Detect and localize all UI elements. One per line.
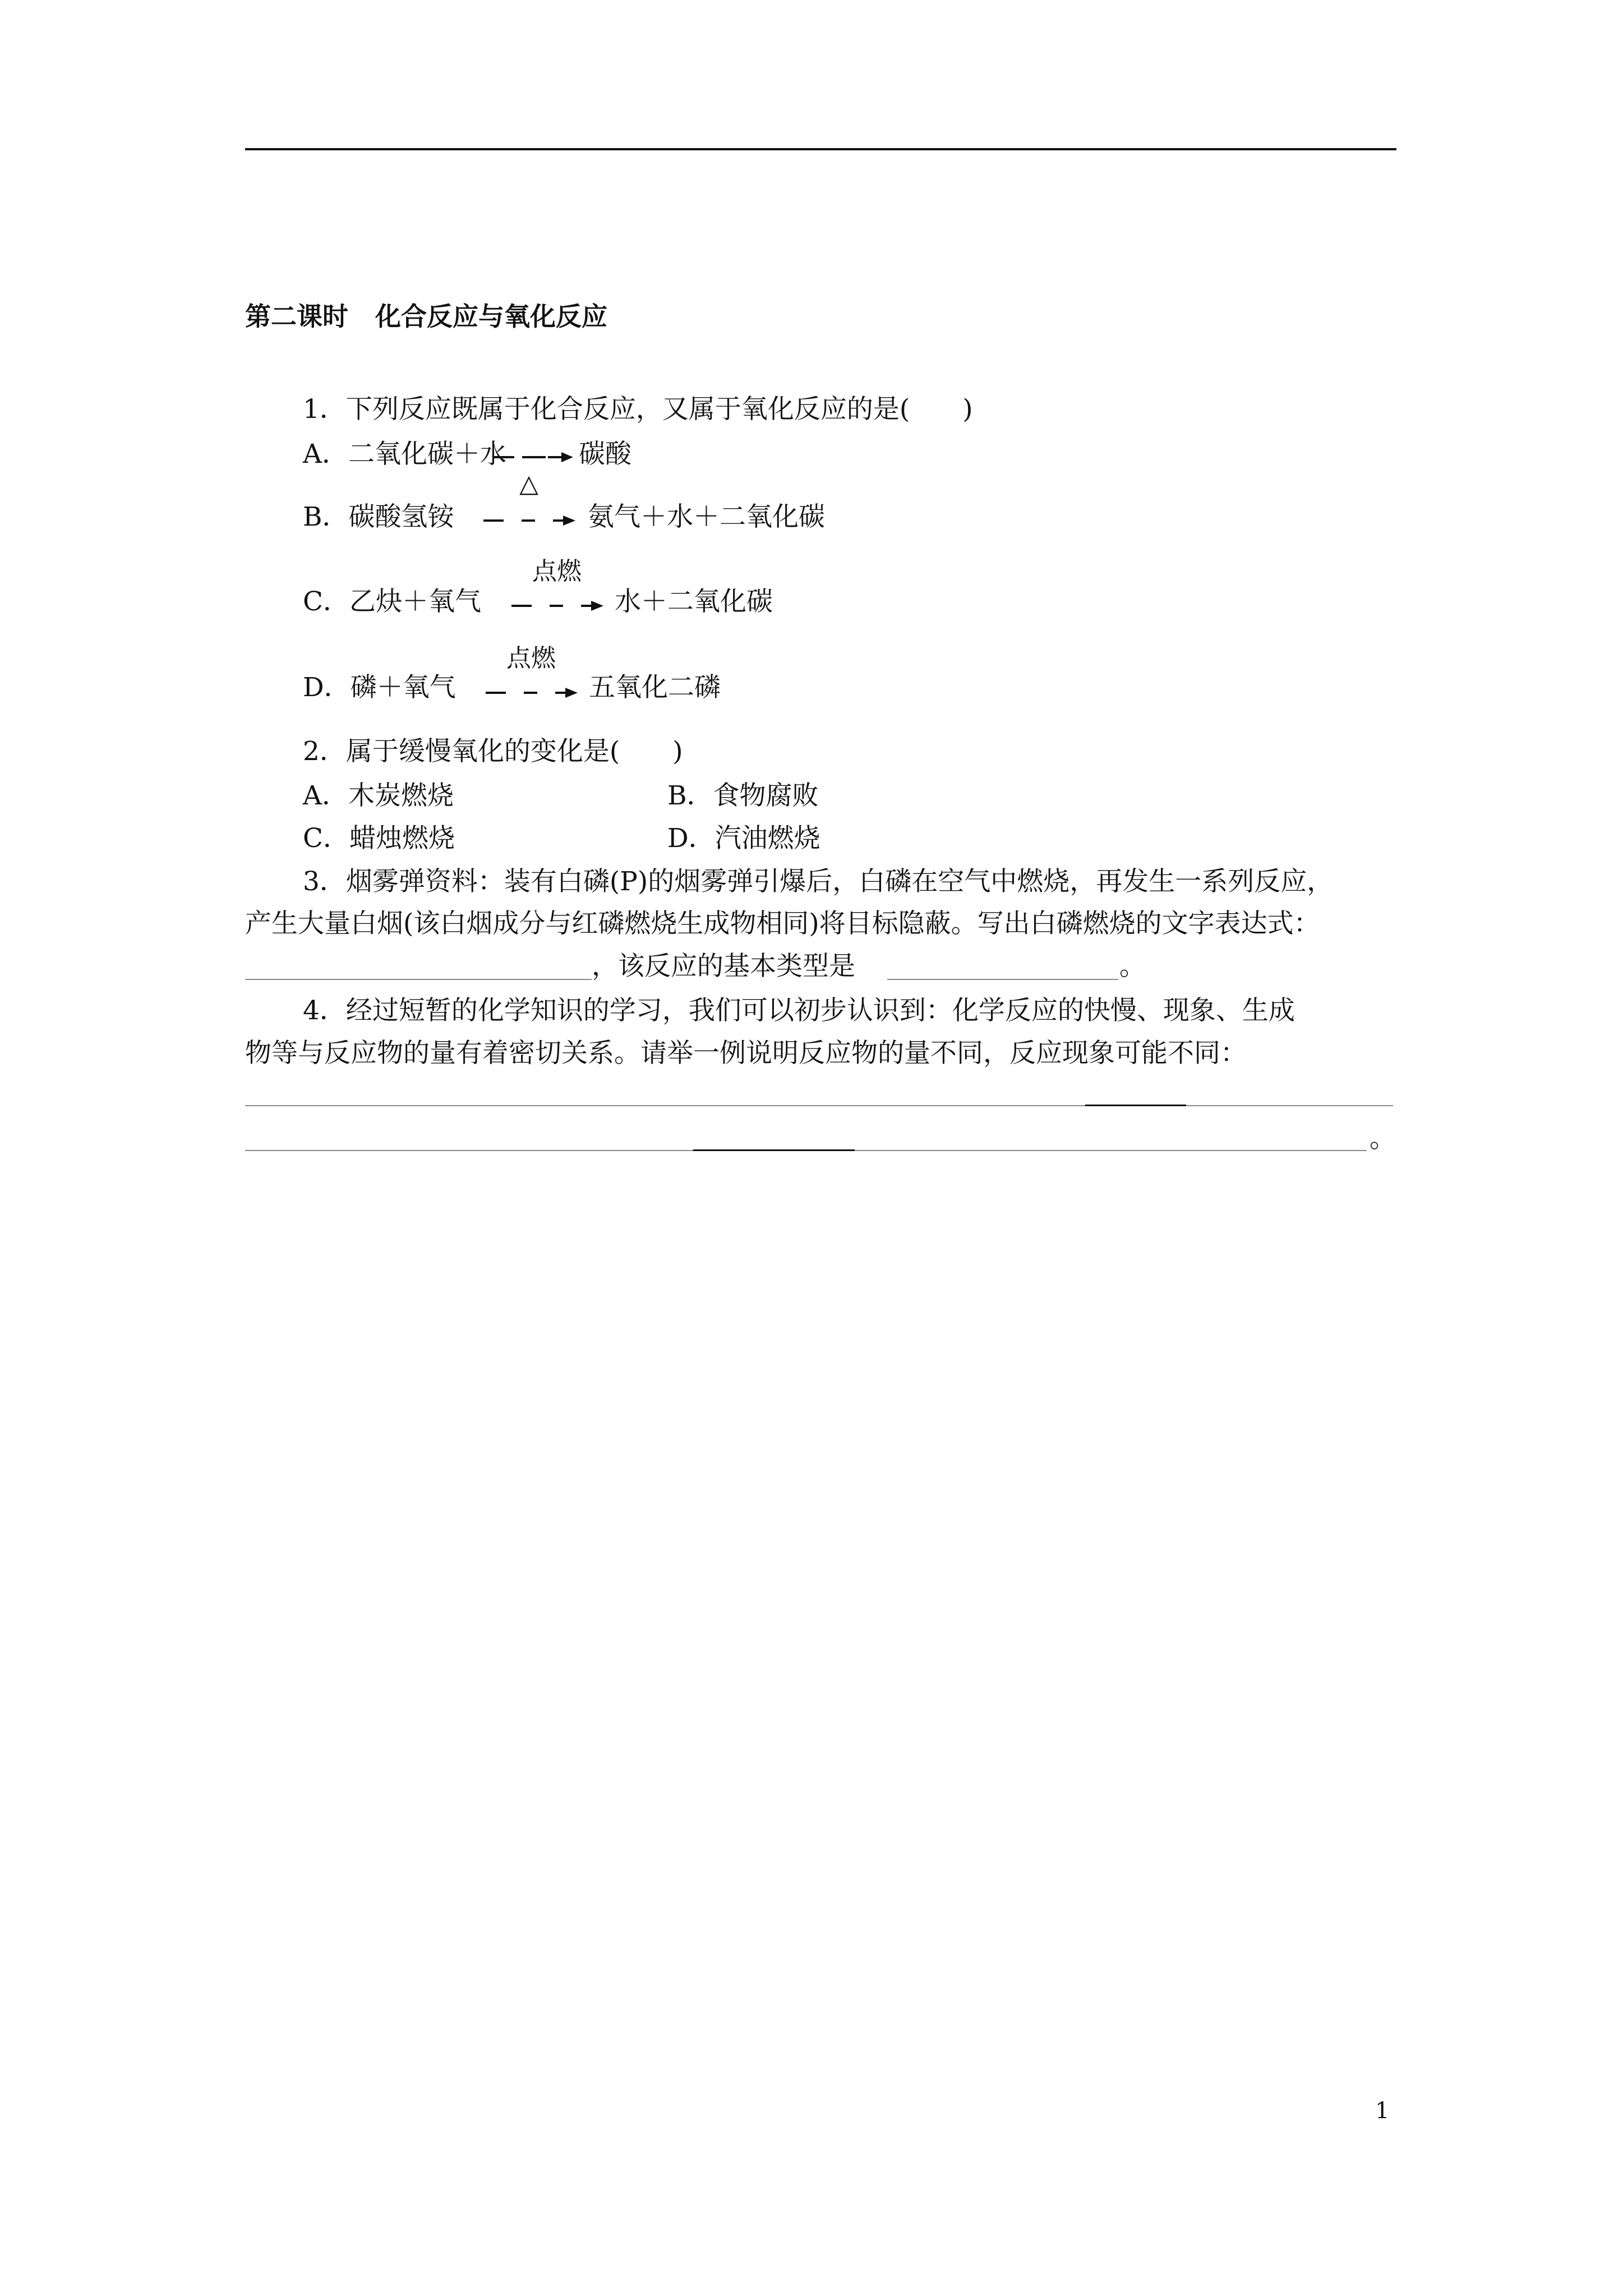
option-text: 蜡烛燃烧 bbox=[349, 823, 455, 854]
question-2-text: 属于缓慢氧化的变化是( ) bbox=[345, 736, 683, 767]
question-2-option-b bbox=[667, 779, 819, 813]
question-1-option-a bbox=[303, 438, 506, 471]
option-c-label: C． bbox=[303, 586, 349, 617]
question-2-option-c bbox=[303, 822, 455, 855]
question-1-number: 1． bbox=[303, 394, 346, 425]
question-1-option-d bbox=[303, 671, 456, 705]
answer-blank-reaction-type[interactable] bbox=[887, 979, 1118, 980]
option-a-label: A． bbox=[303, 439, 348, 470]
question-4-period: 。 bbox=[1370, 1123, 1396, 1154]
question-3-line-2: 产生大量白烟(该白烟成分与红磷燃烧生成物相同)将目标隐蔽。写出白磷燃烧的文字表达式： bbox=[245, 908, 1320, 939]
option-d-products: 五氧化二磷 bbox=[589, 672, 721, 703]
reaction-arrow-a bbox=[492, 449, 576, 466]
question-3-period: 。 bbox=[1119, 951, 1146, 982]
option-b-label: B． bbox=[303, 501, 349, 532]
question-4-line-2: 物等与反应物的量有着密切关系。请举一例说明反应物的量不同，反应现象可能不同： bbox=[245, 1038, 1247, 1069]
option-a-reactants: 二氧化碳＋水 bbox=[348, 439, 506, 470]
reaction-condition-ignite: 点燃 bbox=[532, 557, 582, 586]
option-b-products: 氨气＋水＋二氧化碳 bbox=[588, 501, 825, 532]
question-3-line-3-mid: ，该反应的基本类型是 bbox=[592, 951, 855, 982]
question-1-stem bbox=[303, 393, 973, 426]
answer-blank-example-line-1[interactable] bbox=[245, 1105, 1393, 1106]
lesson-title-part1: 第二课时 bbox=[245, 301, 348, 332]
reaction-arrow-b bbox=[481, 470, 577, 532]
question-1-option-b bbox=[303, 500, 454, 534]
question-4-text: 经过短暂的化学知识的学习，我们可以初步认识到：化学反应的快慢、现象、生成 bbox=[345, 995, 1295, 1026]
page-number: 1 bbox=[1375, 2098, 1390, 2124]
option-text: 汽油燃烧 bbox=[714, 823, 820, 854]
question-1-text: 下列反应既属于化合反应，又属于氧化反应的是( ) bbox=[345, 394, 973, 425]
option-a-products: 碳酸 bbox=[579, 439, 631, 470]
header-divider bbox=[245, 148, 1396, 150]
option-label: D． bbox=[667, 823, 715, 854]
option-c-products: 水＋二氧化碳 bbox=[615, 586, 773, 617]
reaction-condition-heat: △ bbox=[519, 470, 538, 498]
answer-line-segment bbox=[693, 1149, 855, 1151]
lesson-title bbox=[245, 300, 607, 333]
reaction-condition-ignite: 点燃 bbox=[506, 644, 556, 673]
option-d-label: D． bbox=[303, 672, 351, 703]
question-3-line-1 bbox=[303, 865, 1333, 899]
question-2-number: 2． bbox=[303, 736, 346, 767]
question-2-stem bbox=[303, 735, 683, 769]
question-2-option-a bbox=[303, 779, 454, 813]
option-d-reactants: 磷＋氧气 bbox=[350, 672, 456, 703]
reaction-arrow-c bbox=[509, 555, 605, 617]
option-label: C． bbox=[303, 823, 349, 854]
option-text: 木炭燃烧 bbox=[348, 780, 454, 811]
question-4-line-1 bbox=[303, 994, 1295, 1028]
question-2-option-d bbox=[667, 822, 820, 855]
lesson-title-part2: 化合反应与氧化反应 bbox=[375, 301, 607, 332]
question-3-number: 3． bbox=[303, 866, 346, 897]
option-c-reactants: 乙炔＋氧气 bbox=[349, 586, 481, 617]
option-label: A． bbox=[303, 780, 348, 811]
option-label: B． bbox=[667, 780, 713, 811]
option-text: 食物腐败 bbox=[713, 780, 819, 811]
question-3-text: 烟雾弹资料：装有白磷(P)的烟雾弹引爆后，白磷在空气中燃烧，再发生一系列反应， bbox=[345, 866, 1334, 897]
option-b-reactants: 碳酸氢铵 bbox=[348, 501, 454, 532]
answer-blank-word-equation[interactable] bbox=[245, 979, 592, 980]
question-4-number: 4． bbox=[303, 995, 346, 1026]
answer-line-segment bbox=[1085, 1105, 1186, 1106]
reaction-arrow-d bbox=[483, 642, 579, 704]
question-1-option-c bbox=[303, 585, 481, 619]
